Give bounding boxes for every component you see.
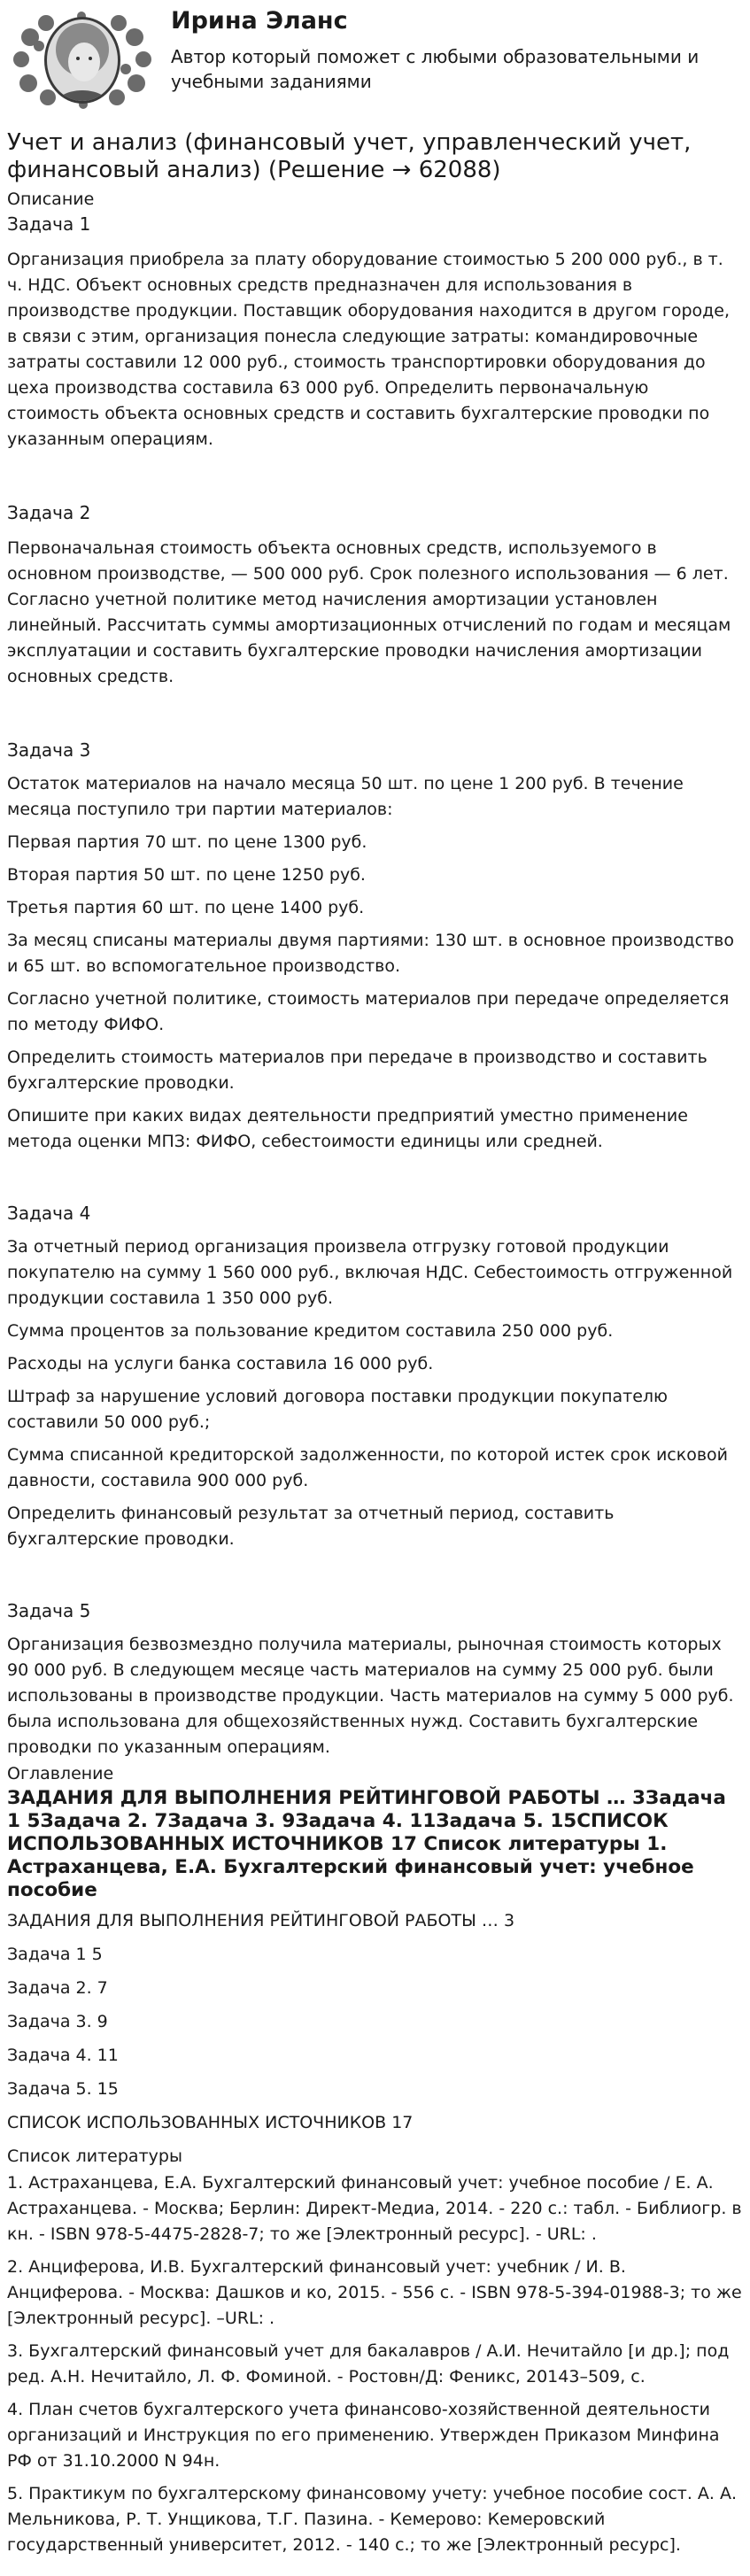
description-label: Описание [7, 190, 95, 209]
task-3 [7, 738, 743, 1155]
task-text: Расходы на услуги банка составила 16 000 руб. [7, 1354, 434, 1373]
task-text: Первоначальная стоимость объекта основных средств, используемого в основном производстве, — 500 000 руб. Срок полезного использования — 6 лет. Согласно учетной политике метод начисления амортизации установлен линейный. Рассчитать суммы амортизационных отчислений по годам и месяцам эксплуатации и составить бухгалтерские проводки начисления амортизации основных средств. [7, 538, 731, 686]
author-avatar [12, 11, 152, 110]
task-text: Опишите при каких видах деятельности предприятий уместно применение метода оценки МПЗ: ФИФО, себестоимости единицы или средней. [7, 1106, 688, 1151]
toc-summary: ЗАДАНИЯ ДЛЯ ВЫПОЛНЕНИЯ РЕЙТИНГОВОЙ РАБОТЫ … 3Задача 1 5Задача 2. 7Задача 3. 9Задача 4. 11Задача 5. 15СПИСОК ИСПОЛЬЗОВАННЫХ ИСТОЧНИКОВ 17 Список литературы 1. Астраханцева, Е.А. Бухгалтерский финансовый учет: учебное пособие [7, 1787, 726, 1901]
task-text: За отчетный период организация произвела отгрузку готовой продукции покупателю на сумму 1 560 000 руб., включая НДС. Себестоимость отгруженной продукции составила 1 350 000 руб. [7, 1237, 733, 1308]
task-text: Остаток материалов на начало месяца 50 шт. по цене 1 200 руб. В течение месяца поступило три партии материалов: [7, 774, 684, 819]
task-4 [7, 1201, 743, 1552]
reference-item: 4. План счетов бухгалтерского учета финансово-хозяйственной деятельности организаций и Инструкция по его применению. Утвержден Приказом Минфина РФ от 31.10.2000 N 94н. [7, 2400, 720, 2471]
toc-line: Задача 3. 9 [7, 2012, 108, 2031]
task-text: Первая партия 70 шт. по цене 1300 руб. [7, 832, 367, 852]
author-description: Автор который поможет с любыми образовательными и учебными заданиями [171, 46, 700, 92]
task-heading: Задача 2 [7, 502, 91, 523]
toc-line: Задача 2. 7 [7, 1978, 108, 1998]
author-name[interactable]: Ирина Эланс [171, 7, 348, 35]
task-text: За месяц списаны материалы двумя партиями: 130 шт. в основное производство и 65 шт. во вспомогательное производство. [7, 931, 734, 976]
reference-item: 1. Астраханцева, Е.А. Бухгалтерский финансовый учет: учебное пособие / Е. А. Астраханцева. - Москва; Берлин: Директ-Медиа, 2014. - 220 с.: табл. - Библиогр. в кн. - ISBN 978-5-4475-2828-7; то же [Электронный ресурс]. - URL: . [7, 2173, 742, 2244]
toc-line: ЗАДАНИЯ ДЛЯ ВЫПОЛНЕНИЯ РЕЙТИНГОВОЙ РАБОТЫ … 3 [7, 1911, 515, 1930]
author-header [7, 0, 743, 124]
task-text: Организация безвозмездно получила материалы, рыночная стоимость которых 90 000 руб. В следующем месяце часть материалов на сумму 25 000 руб. были использованы в производстве продукции. Часть материалов на сумму 5 000 руб. была использована для общехозяйственных нужд. Составить бухгалтерские проводки по указанным операциям. [7, 1635, 734, 1757]
task-heading: Задача 5 [7, 1600, 91, 1621]
page-title: Учет и анализ (финансовый учет, управленческий учет, финансовый анализ) (Решение → 62088) [7, 129, 692, 183]
toc-line: Задача 4. 11 [7, 2046, 119, 2065]
task-5 [7, 1598, 743, 1760]
task-text: Третья партия 60 шт. по цене 1400 руб. [7, 898, 365, 917]
task-text: Сумма списанной кредиторской задолженности, по которой истек срок исковой давности, составила 900 000 руб. [7, 1445, 729, 1490]
toc-line: Задача 5. 15 [7, 2079, 119, 2099]
toc-label: Оглавление [7, 1764, 114, 1783]
task-text: Организация приобрела за плату оборудование стоимостью 5 200 000 руб., в т. ч. НДС. Объект основных средств предназначен для использования в производстве продукции. Поставщик оборудования находится в другом городе, в связи с этим, организация понесла следующие затраты: командировочные затраты составили 12 000 руб., стоимость транспортировки оборудования до цеха производства составила 63 000 руб. Определить первоначальную стоимость объекта основных средств и составить бухгалтерские проводки по указанным операциям. [7, 250, 730, 449]
toc-line: СПИСОК ИСПОЛЬЗОВАННЫХ ИСТОЧНИКОВ 17 [7, 2113, 414, 2132]
task-heading: Задача 1 [7, 213, 91, 235]
task-2 [7, 500, 743, 690]
reference-item: 3. Бухгалтерский финансовый учет для бакалавров / А.И. Нечитайло [и др.]; под ред. А.Н. Нечитайло, Л. Ф. Фоминой. - Ростовн/Д: Феникс, 20143–509, с. [7, 2341, 730, 2386]
toc-line: Задача 1 5 [7, 1945, 103, 1964]
task-heading: Задача 3 [7, 739, 91, 761]
task-text: Вторая партия 50 шт. по цене 1250 руб. [7, 865, 366, 885]
reference-item: 5. Практикум по бухгалтерскому финансовому учету: учебное пособие сост. А. А. Мельникова, Р. Т. Унщикова, Т.Г. Пазина. - Кемерово: Кемеровский государственный университет, 2012. - 140 с.; то же [Электронный ресурс]. [7, 2484, 738, 2555]
references [7, 2145, 743, 2558]
table-of-contents [7, 1762, 743, 2134]
task-1 [7, 212, 743, 453]
task-text: Определить финансовый результат за отчетный период, составить бухгалтерские проводки. [7, 1504, 615, 1549]
task-text: Сумма процентов за пользование кредитом составила 250 000 руб. [7, 1321, 614, 1341]
task-text: Определить стоимость материалов при передаче в производство и составить бухгалтерские проводки. [7, 1048, 707, 1093]
task-text: Согласно учетной политике, стоимость материалов при передаче определяется по методу ФИФО. [7, 989, 730, 1034]
task-text: Штраф за нарушение условий договора поставки продукции покупателю составили 50 000 руб.; [7, 1387, 669, 1432]
reference-item: 2. Анциферова, И.В. Бухгалтерский финансовый учет: учебник / И. В. Анциферова. - Москва: Дашков и ко, 2015. - 556 с. - ISBN 978-5-394-01988-3; то же [Электронный ресурс]. –URL: . [7, 2257, 742, 2328]
task-heading: Задача 4 [7, 1203, 91, 1224]
references-label: Список литературы [7, 2147, 182, 2166]
